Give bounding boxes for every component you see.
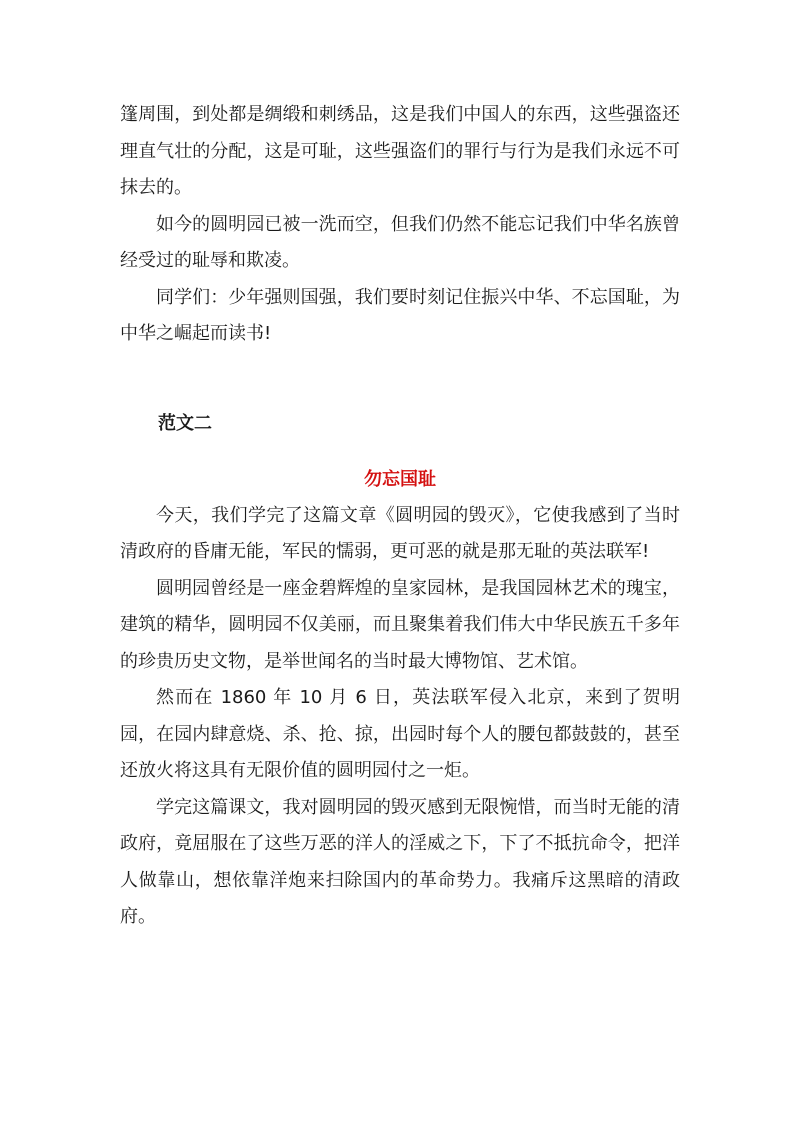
essay-title: 勿忘国耻 xyxy=(364,468,436,490)
document-page xyxy=(120,97,680,936)
essay-paragraph-3: 然而在 1860 年 10 月 6 日，英法联军侵入北京，来到了贺明园，在园内肆意烧、杀、抢、掠，出园时每个人的腰包都鼓鼓的，甚至还放火将这具有无限价值的圆明园付之一炬。 xyxy=(120,687,680,781)
essay-paragraph-2: 圆明园曾经是一座金碧辉煌的皇家园林，是我国园林艺术的瑰宝，建筑的精华，圆明园不仅美丽，而且聚集着我们伟大中华民族五千多年的珍贵历史文物，是举世闻名的当时最大博物馆、艺术馆。 xyxy=(120,577,680,672)
paragraph-summary: 如今的圆明园已被一洗而空，但我们仍然不能忘记我们中华名族曾经受过的耻辱和欺凌。 xyxy=(120,213,680,271)
essay-paragraph-1: 今天，我们学完了这篇文章《圆明园的毁灭》，它使我感到了当时清政府的昏庸无能，军民的懦弱，更可恶的就是那无耻的英法联军! xyxy=(120,504,680,562)
paragraph-continuation: 篷周围，到处都是绸缎和刺绣品，这是我们中国人的东西，这些强盗还理直气壮的分配，这是可耻，这些强盗们的罪行与行为是我们永远不可抹去的。 xyxy=(120,104,680,198)
essay-paragraph-4: 学完这篇课文，我对圆明园的毁灭感到无限惋惜，而当时无能的清政府，竟屈服在了这些万恶的洋人的淫威之下，下了不抵抗命令，把洋人做靠山，想依靠洋炮来扫除国内的革命势力。我痛斥这黑暗的清政府。 xyxy=(120,796,680,927)
paragraph-appeal: 同学们：少年强则国强，我们要时刻记住振兴中华、不忘国耻，为中华之崛起而读书! xyxy=(120,286,680,344)
section-label: 范文二 xyxy=(158,412,212,434)
